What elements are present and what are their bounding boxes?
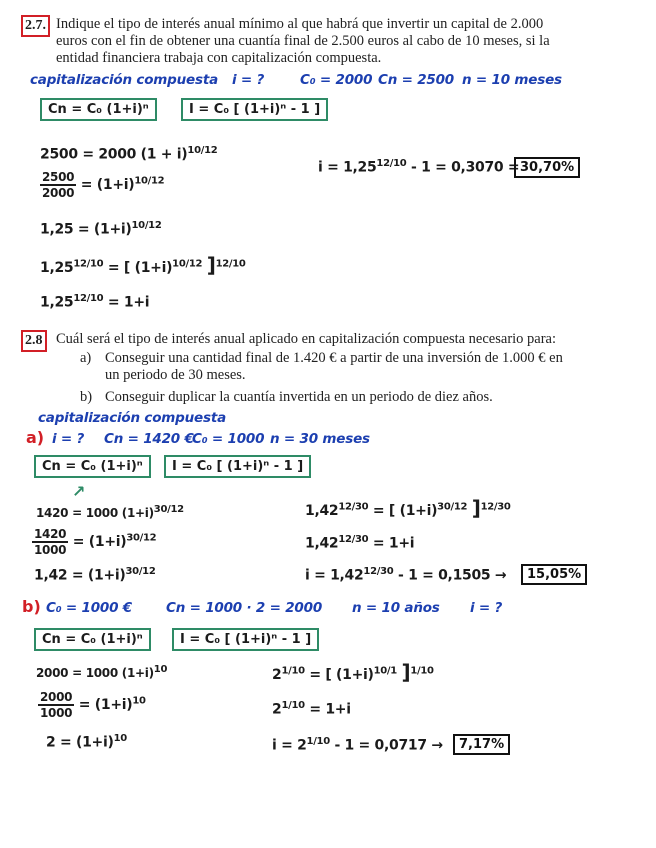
part-a-label: a) <box>26 428 45 447</box>
r3-28a-rhs: - 1 = 0,1505 → <box>398 567 507 584</box>
step3-28a-base: 1,42 = (1+i) <box>34 567 126 584</box>
step2-28b-exp: 10 <box>132 695 146 707</box>
item-a-line-2: un periodo de 30 meses. <box>105 367 246 383</box>
step2-28b-num: 2000 <box>40 690 73 704</box>
step2-28a-num: 1420 <box>34 527 67 541</box>
step1-27 <box>40 145 217 163</box>
arrow-icon: ↗ <box>72 482 86 501</box>
result-box-28a: 15,05% <box>521 564 587 585</box>
problem-2-8-statement: Cuál será el tipo de interés anual aplicado en capitalización compuesta necesario para: <box>56 331 557 347</box>
step3-27-base: 1,25 = (1+i) <box>40 221 132 238</box>
r1-28b <box>272 660 434 684</box>
r2-28b <box>272 700 351 718</box>
r1-28b-lhs: 2 <box>272 667 282 683</box>
given-n-28a: n = 30 meses <box>270 431 370 447</box>
problem-number-2-8: 2.8 <box>21 330 47 352</box>
step2-28b <box>38 690 146 720</box>
given-i-28a: i = ? <box>52 431 85 447</box>
step4-27-lexp: 12/10 <box>73 258 104 270</box>
step3-28a <box>34 566 156 584</box>
step4-27-oexp: 12/10 <box>215 258 246 270</box>
step2-27 <box>40 170 164 200</box>
r3-28b-exp: 1/10 <box>306 736 330 747</box>
r2-28a <box>305 534 414 552</box>
step1-28a <box>36 504 184 520</box>
r1-28b-close: ] <box>401 660 411 684</box>
statement-line-3: entidad financiera trabaja con capitalización compuesta. <box>56 50 382 66</box>
problem-number-2-7: 2.7. <box>21 15 50 37</box>
result-27 <box>318 158 519 176</box>
step3-28b-exp: 10 <box>113 733 127 744</box>
step4-27 <box>40 253 246 277</box>
r3-28b-lhs: i = 2 <box>272 737 307 754</box>
r2-28b-rhs: = 1+i <box>309 701 351 718</box>
given-cn-27: Cn = 2500 <box>378 72 455 88</box>
given-n-28b: n = 10 años <box>352 600 440 616</box>
formula-interest-28a: I = C₀ [ (1+i)ⁿ - 1 ] <box>164 455 311 478</box>
r1-28a-oexp: 12/30 <box>480 501 511 513</box>
statement-line-1: Indique el tipo de interés anual mínimo al que habrá que invertir un capital de 2.000 <box>56 16 544 32</box>
result-27-rhs: - 1 = 0,3070 = <box>411 159 520 176</box>
r1-28b-oexp: 1/10 <box>410 665 434 677</box>
part-b-label: b) <box>22 597 41 616</box>
step4-27-close: ] <box>206 253 216 277</box>
given-i-27: i = ? <box>232 72 265 88</box>
r1-28a-iexp: 30/12 <box>437 501 468 513</box>
step1-28b <box>36 664 167 680</box>
problem-2-7-statement <box>56 16 636 67</box>
r3-28b-rhs: - 1 = 0,0717 → <box>334 737 443 754</box>
formula-cn-27: Cn = C₀ (1+i)ⁿ <box>40 98 157 121</box>
r1-28b-rhs: = [ (1+i) <box>309 667 374 683</box>
step4-27-lhs: 1,25 <box>40 260 74 276</box>
given-c0-28a: C₀ = 1000 <box>192 431 265 447</box>
step3-27 <box>40 220 162 238</box>
r2-28a-exp: 12/30 <box>338 534 369 545</box>
result-27-lhs: i = 1,25 <box>318 159 377 176</box>
given-n-27: n = 10 meses <box>462 72 562 88</box>
r1-28a-close: ] <box>471 496 481 520</box>
step4-27-rhs: = [ (1+i) <box>107 260 173 276</box>
given-cn-28b: Cn = 1000 · 2 = 2000 <box>166 600 323 616</box>
step5-27-rhs: = 1+i <box>107 294 150 311</box>
r3-28a-lhs: i = 1,42 <box>305 567 364 584</box>
step2-27-exp: 10/12 <box>134 175 165 187</box>
item-a-text <box>105 350 635 384</box>
r2-28a-rhs: = 1+i <box>372 535 415 552</box>
step5-27-exp: 12/10 <box>73 293 104 304</box>
header-capitalizacion-28: capitalización compuesta <box>38 410 226 426</box>
r1-28b-iexp: 10/1 <box>373 665 397 677</box>
step4-27-iexp: 10/12 <box>172 258 203 270</box>
result-box-27: 30,70% <box>514 157 580 178</box>
step2-28b-fraction <box>38 690 74 720</box>
step3-27-exp: 10/12 <box>131 220 162 231</box>
step3-28b <box>46 733 127 751</box>
step2-28a-exp: 30/12 <box>126 532 157 544</box>
r2-28b-lhs: 2 <box>272 701 282 718</box>
r2-28a-lhs: 1,42 <box>305 535 339 552</box>
step2-28b-den: 1000 <box>40 706 73 720</box>
step1-28b-base: 2000 = 1000 (1+i) <box>36 666 154 680</box>
formula-interest-27: I = C₀ [ (1+i)ⁿ - 1 ] <box>181 98 328 121</box>
header-capitalizacion-27: capitalización compuesta <box>30 72 218 88</box>
step2-27-den: 2000 <box>42 186 75 200</box>
given-cn-28a: Cn = 1420 € <box>104 431 194 447</box>
formula-cn-28a: Cn = C₀ (1+i)ⁿ <box>34 455 151 478</box>
step5-27 <box>40 293 149 311</box>
item-b-marker: b) <box>80 389 93 405</box>
step2-27-rhs: = (1+i) <box>80 177 135 193</box>
r1-28a-lexp: 12/30 <box>338 501 369 513</box>
r1-28a-lhs: 1,42 <box>305 503 339 519</box>
r3-28b <box>272 736 443 754</box>
formula-cn-28b: Cn = C₀ (1+i)ⁿ <box>34 628 151 651</box>
item-b-text: Conseguir duplicar la cuantía invertida en un periodo de diez años. <box>105 389 493 405</box>
step3-28a-exp: 30/12 <box>125 566 156 577</box>
step5-27-lhs: 1,25 <box>40 294 74 311</box>
step2-28a-fraction <box>32 527 68 557</box>
r1-28a-rhs: = [ (1+i) <box>372 503 438 519</box>
r2-28b-exp: 1/10 <box>281 700 305 711</box>
result-box-28b: 7,17% <box>453 734 510 755</box>
step1-28b-exp: 10 <box>153 664 168 675</box>
step2-27-fraction <box>40 170 76 200</box>
step1-27-base: 2500 = 2000 (1 + i) <box>40 146 188 163</box>
step2-28a-rhs: = (1+i) <box>72 534 127 550</box>
statement-line-2: euros con el fin de obtener una cuantía final de 2.500 euros al cabo de 10 meses, si la <box>56 33 550 49</box>
given-c0-28b: C₀ = 1000 € <box>46 600 132 616</box>
step1-28a-exp: 30/12 <box>153 504 184 515</box>
given-i-28b: i = ? <box>470 600 503 616</box>
formula-interest-28b: I = C₀ [ (1+i)ⁿ - 1 ] <box>172 628 319 651</box>
step3-28b-base: 2 = (1+i) <box>46 734 114 751</box>
step1-27-exp: 10/12 <box>187 145 218 156</box>
r1-28b-lexp: 1/10 <box>281 665 305 677</box>
r1-28a <box>305 496 511 520</box>
step2-27-num: 2500 <box>42 170 75 184</box>
item-a-marker: a) <box>80 350 92 366</box>
step2-28a <box>32 527 156 557</box>
given-c0-27: C₀ = 2000 <box>300 72 373 88</box>
r3-28a-exp: 12/30 <box>363 566 394 577</box>
step2-28a-den: 1000 <box>34 543 67 557</box>
item-a-line-1: Conseguir una cantidad final de 1.420 € a partir de una inversión de 1.000 € en <box>105 350 563 366</box>
r3-28a <box>305 566 506 584</box>
step2-28b-rhs: = (1+i) <box>78 697 133 713</box>
result-27-exp: 12/10 <box>376 158 407 169</box>
step1-28a-base: 1420 = 1000 (1+i) <box>36 506 154 520</box>
